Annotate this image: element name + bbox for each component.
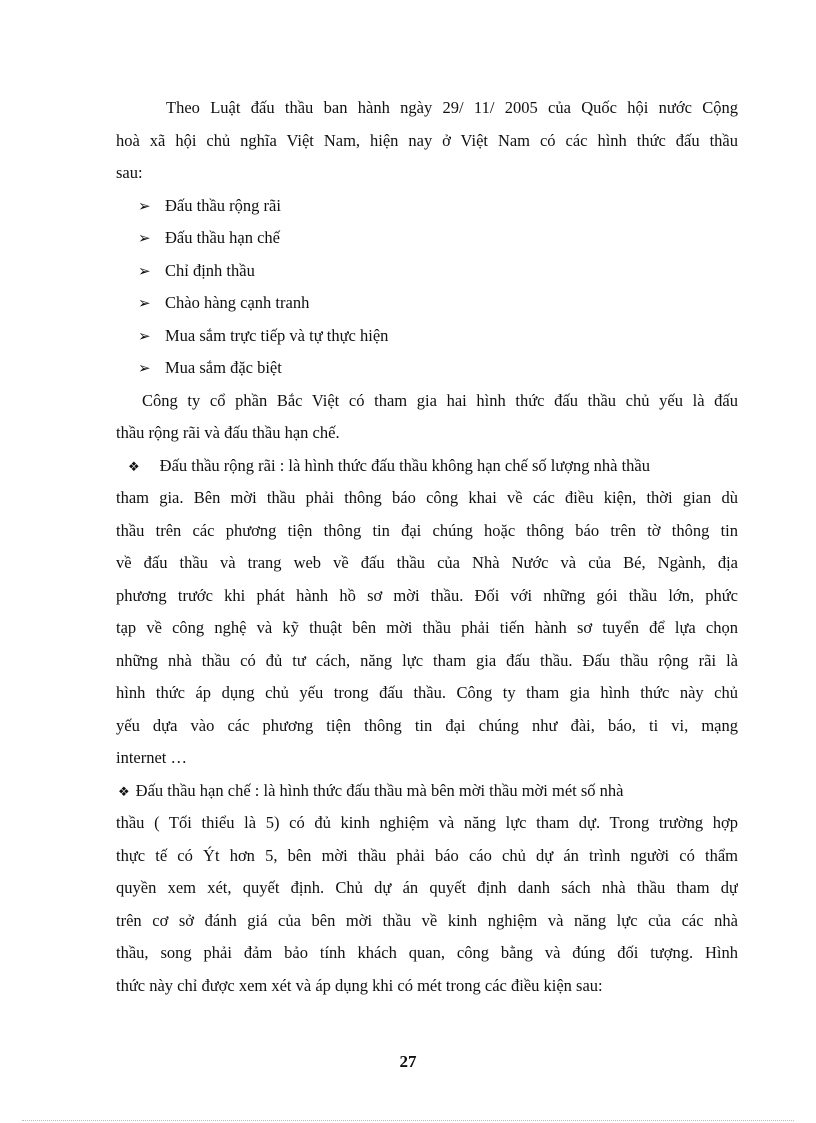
list-item: ➢ Mua sắm đặc biệt bbox=[116, 352, 738, 385]
open-bidding-line: yếu dựa vào các phương tiện thông tin đại chúng như đài, báo, ti vi, mạng bbox=[116, 715, 738, 735]
intro-line-1: Theo Luật đấu thầu ban hành ngày 29/ 11/ 2005 của Quốc hội nước Cộng bbox=[166, 98, 738, 117]
limited-bidding-line: thầu ( Tối thiểu là 5) có đủ kinh nghiệm và năng lực tham dự. Trong trường hợp bbox=[116, 813, 738, 832]
arrow-bullet-icon: ➢ bbox=[138, 296, 151, 312]
limited-bidding-line: thầu, song phải đảm bảo tính khách quan, công bằng và đúng đối tượng. Hình bbox=[116, 943, 738, 962]
page-number: 27 bbox=[399, 1052, 417, 1071]
company-line-1: Công ty cổ phần Bắc Việt có tham gia hai hình thức đấu thầu chủ yếu là đấu bbox=[142, 390, 738, 410]
arrow-bullet-icon: ➢ bbox=[138, 361, 151, 377]
open-bidding-line-1: ❖ Đấu thầu rộng rãi : là hình thức đấu thầu không hạn chế số lượng nhà thầu bbox=[128, 455, 650, 475]
arrow-bullet-icon: ➢ bbox=[138, 198, 151, 215]
open-bidding-line: về đấu thầu và trang web về đấu thầu của Nhà Nước và của Bé, Ngành, địa bbox=[116, 553, 738, 572]
open-bidding-line: hình thức áp dụng chủ yếu trong đấu thầu. Công ty tham gia hình thức này chủ bbox=[116, 683, 738, 702]
limited-bidding-line: quyền xem xét, quyết định. Chủ dự án quyết định danh sách nhà thầu tham dự bbox=[116, 878, 738, 897]
open-bidding-line: internet … bbox=[116, 748, 188, 767]
limited-bidding-line: trên cơ sở đánh giá của bên mời thầu về kinh nghiệm và năng lực của các nhà bbox=[116, 910, 738, 930]
arrow-bullet-icon: ➢ bbox=[138, 231, 151, 247]
list-item: ➢ Chào hàng cạnh tranh bbox=[116, 287, 738, 320]
list-item: ➢ Đấu thầu rộng rãi bbox=[116, 190, 738, 223]
arrow-bullet-icon: ➢ bbox=[138, 328, 151, 345]
limited-bidding-line: thực tế có Ýt hơn 5, bên mời thầu phải báo cáo chủ dự án trình người có thẩm bbox=[116, 845, 738, 865]
document-body bbox=[116, 92, 738, 1002]
open-bidding-line: thầu trên các phương tiện thông tin đại chúng hoặc thông báo trên tờ thông tin bbox=[116, 520, 738, 540]
list-item: ➢ Đấu thầu hạn chế bbox=[116, 222, 738, 255]
list-item: ➢ Chỉ định thầu bbox=[116, 255, 738, 288]
open-bidding-line: phương trước khi phát hành hồ sơ mời thầu. Đối với những gói thầu lớn, phức bbox=[116, 585, 738, 605]
open-bidding-line: tham gia. Bên mời thầu phải thông báo công khai về các điều kiện, thời gian dù bbox=[116, 488, 738, 507]
limited-bidding-line: thức này chỉ được xem xét và áp dụng khi có mét trong các điều kiện sau: bbox=[116, 975, 603, 995]
intro-line-2: hoà xã hội chủ nghĩa Việt Nam, hiện nay ở Việt Nam có các hình thức đấu thầu bbox=[116, 130, 738, 150]
diamond-bullet-icon: ❖ bbox=[118, 783, 130, 799]
open-bidding-line: những nhà thầu có đủ tư cách, năng lực tham gia đấu thầu. Đấu thầu rộng rãi là bbox=[116, 650, 738, 670]
arrow-bullet-icon: ➢ bbox=[138, 263, 151, 280]
diamond-bullet-icon: ❖ bbox=[128, 458, 140, 474]
list-item: ➢ Mua sắm trực tiếp và tự thực hiện bbox=[116, 320, 738, 353]
intro-line-3: sau: bbox=[116, 163, 143, 182]
limited-bidding-line-1: ❖ Đấu thầu hạn chế : là hình thức đấu thầu mà bên mời thầu mời mét số nhà bbox=[118, 780, 624, 800]
open-bidding-line: tạp về công nghệ và kỹ thuật bên mời thầu phải tiến hành sơ tuyển để lựa chọn bbox=[116, 618, 738, 637]
page-bottom-divider bbox=[22, 1120, 794, 1121]
company-line-2: thầu rộng rãi và đấu thầu hạn chế. bbox=[116, 423, 340, 442]
